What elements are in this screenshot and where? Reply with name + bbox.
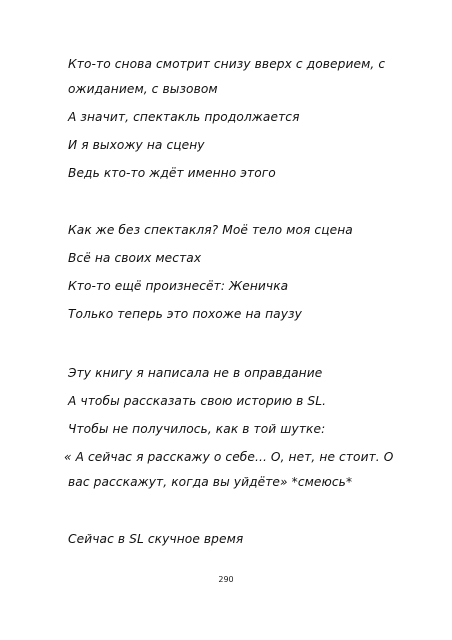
text-line: ожиданием, с вызовом <box>68 82 218 96</box>
text-line: И я выхожу на сцену <box>68 138 205 152</box>
page-number: 290 <box>218 575 234 584</box>
text-line: Чтобы не получилось, как в той шутке: <box>68 422 326 436</box>
text-line: Сейчас в SL скучное время <box>68 532 244 546</box>
text-line: Ведь кто-то ждёт именно этого <box>68 166 276 180</box>
text-line: Эту книгу я написала не в оправдание <box>68 366 323 380</box>
text-line: Кто-то снова смотрит снизу вверх с доверием, с <box>68 57 386 71</box>
text-line: А чтобы рассказать свою историю в SL. <box>68 394 327 408</box>
text-line: Кто-то ещё произнесёт: Женичка <box>68 279 289 293</box>
text-line: Всё на своих местах <box>68 251 202 265</box>
text-line: Только теперь это похоже на паузу <box>68 307 302 321</box>
text-line: вас расскажут, когда вы уйдёте» *смеюсь* <box>68 475 353 489</box>
text-line: А значит, спектакль продолжается <box>68 110 300 124</box>
text-line: « А сейчас я расскажу о себе... О, нет, не стоит. О <box>64 450 394 464</box>
text-line: Как же без спектакля? Моё тело моя сцена <box>68 223 353 237</box>
